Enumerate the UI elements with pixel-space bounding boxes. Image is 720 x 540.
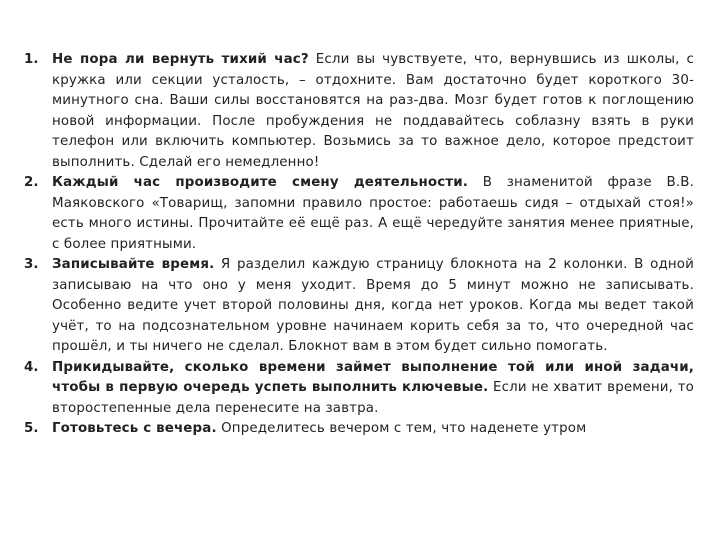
list-item-5 (24, 419, 694, 440)
list-item-body: Я разделил каждую страницу блокнота на 2 колонки. В одной записываю на что оно у меня уходит. Время до 5 минут можно не записывать. Особенно ведите учет второй половины дня, когда нет уроков. Когда мы ведет такой учёт, то на подсознательном уровне начинаем корить себя за то, что очередной час прошёл, и ты ничего не сделал. Блокнот вам в этом будет сильно помогать. (52, 257, 694, 354)
list-item-heading: Готовьтесь с вечера. (52, 421, 217, 436)
document-page (24, 50, 694, 440)
list-item-number: 5. (24, 421, 39, 436)
list-item-number: 4. (24, 359, 39, 375)
list-item-3 (24, 255, 694, 358)
list-item-text (52, 173, 694, 255)
list-item-4 (24, 358, 694, 420)
list-item-1 (24, 50, 694, 173)
list-item-2 (24, 173, 694, 255)
list-item-body: Если не хватит времени, то второстепенные дела перенесите на завтра. (52, 380, 694, 416)
list-item-body: Определитесь вечером с тем, что наденете утром (216, 421, 587, 436)
list-item-heading: Не пора ли вернуть тихий час? (52, 52, 309, 67)
list-item-heading: Записывайте время. (52, 257, 215, 272)
list-item-body: В знаменитой фразе В.В. Маяковского «Товарищ, запомни правило простое: работаешь сидя – отдыхай стоя!» есть много истины. Прочитайте её ещё раз. А ещё чередуйте занятия менее приятные, с более приятными. (52, 175, 694, 252)
list-item-number: 2. (24, 175, 39, 190)
list-item-heading: Каждый час производите смену деятельности. (52, 175, 469, 190)
list-item-text (52, 419, 694, 440)
list-item-body: Если вы чувствуете, что, вернувшись из школы, с кружка или секции усталость, – отдохните. Вам достаточно будет короткого 30-минутного сна. Ваши силы восстановятся на раз-два. Мозг будет готов к поглощению новой информации. После пробуждения не поддавайтесь соблазну взять в руки телефон или включить компьютер. Возьмись за то важное дело, которое предстоит выполнить. Сделай его немедленно! (52, 52, 694, 170)
list-item-number: 1. (24, 52, 39, 67)
list-item-text (52, 50, 694, 173)
list-item-text (52, 255, 694, 358)
list-item-heading: Прикидывайте, сколько времени займет выполнение той или иной задачи, чтобы в первую очередь успеть выполнить ключевые. (52, 359, 694, 395)
list-item-number: 3. (24, 257, 39, 272)
list-item-text (52, 358, 694, 420)
